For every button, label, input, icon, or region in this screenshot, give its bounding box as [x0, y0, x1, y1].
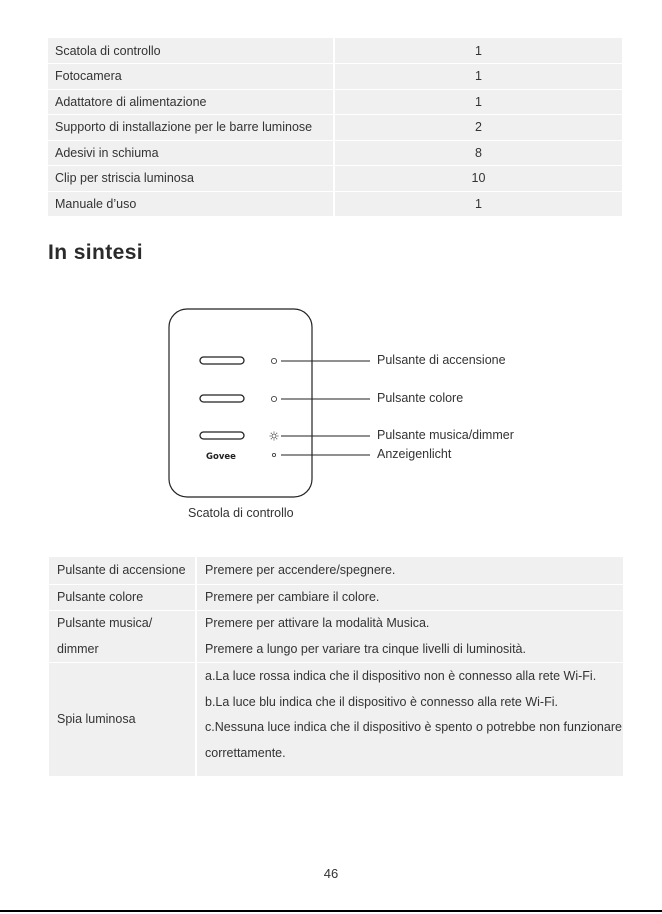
diagram-caption: Scatola di controllo [188, 506, 294, 520]
page-number: 46 [323, 866, 339, 881]
part-name: Manuale d’uso [48, 191, 334, 217]
music-button-shape [200, 432, 244, 439]
function-desc-line: c.Nessuna luce indica che il dispositivo è spento o potrebbe non funzionare [205, 720, 622, 735]
function-label [49, 611, 196, 663]
control-box-illustration [160, 300, 560, 530]
callout-indicator-light: Anzeigenlicht [377, 447, 452, 461]
function-desc-line: a.La luce rossa indica che il dispositivo non è connesso alla rete Wi-Fi. [205, 669, 597, 684]
table-row [48, 38, 622, 64]
table-row [48, 64, 622, 90]
table-row [48, 140, 622, 166]
function-desc-line: correttamente. [205, 745, 286, 760]
part-qty: 2 [334, 115, 622, 141]
power-button-shape [200, 357, 244, 364]
function-desc-line: b.La luce blu indica che il dispositivo è connesso alla rete Wi-Fi. [205, 694, 558, 709]
table-row [49, 611, 623, 663]
color-button-shape [200, 395, 244, 402]
control-box-diagram [160, 300, 560, 530]
table-row [49, 557, 623, 584]
table-row [49, 663, 623, 776]
part-name: Clip per striscia luminosa [48, 166, 334, 192]
bottom-divider [0, 910, 662, 912]
callout-music-button: Pulsante musica/dimmer [377, 428, 514, 442]
part-qty: 8 [334, 140, 622, 166]
table-row [48, 89, 622, 115]
part-name: Scatola di controllo [48, 38, 334, 64]
callout-power-button: Pulsante di accensione [377, 353, 506, 367]
function-table [49, 557, 623, 776]
function-label: Pulsante colore [49, 584, 196, 611]
part-name: Adattatore di alimentazione [48, 89, 334, 115]
govee-logo: Govee [206, 452, 236, 462]
part-name: Adesivi in schiuma [48, 140, 334, 166]
part-qty: 10 [334, 166, 622, 192]
section-title: In sintesi [48, 241, 144, 264]
function-desc-line: Premere a lungo per variare tra cinque livelli di luminosità. [205, 641, 526, 656]
function-desc-line: Premere per attivare la modalità Musica. [205, 616, 430, 630]
table-row [49, 584, 623, 611]
part-name: Fotocamera [48, 64, 334, 90]
control-box-outline [169, 309, 312, 497]
function-desc [196, 611, 623, 663]
function-label-line: dimmer [57, 641, 99, 656]
part-qty: 1 [334, 38, 622, 64]
part-qty: 1 [334, 89, 622, 115]
table-row [48, 166, 622, 192]
parts-table [48, 38, 622, 217]
table-row [48, 115, 622, 141]
table-row [48, 191, 622, 217]
part-qty: 1 [334, 191, 622, 217]
function-label-line: Pulsante musica/ [57, 616, 153, 630]
function-desc: Premere per accendere/spegnere. [196, 557, 623, 584]
function-desc: Premere per cambiare il colore. [196, 584, 623, 611]
function-label: Pulsante di accensione [49, 557, 196, 584]
part-qty: 1 [334, 64, 622, 90]
function-label: Spia luminosa [49, 663, 196, 776]
part-name: Supporto di installazione per le barre luminose [48, 115, 334, 141]
callout-color-button: Pulsante colore [377, 391, 464, 405]
function-desc [196, 663, 623, 776]
